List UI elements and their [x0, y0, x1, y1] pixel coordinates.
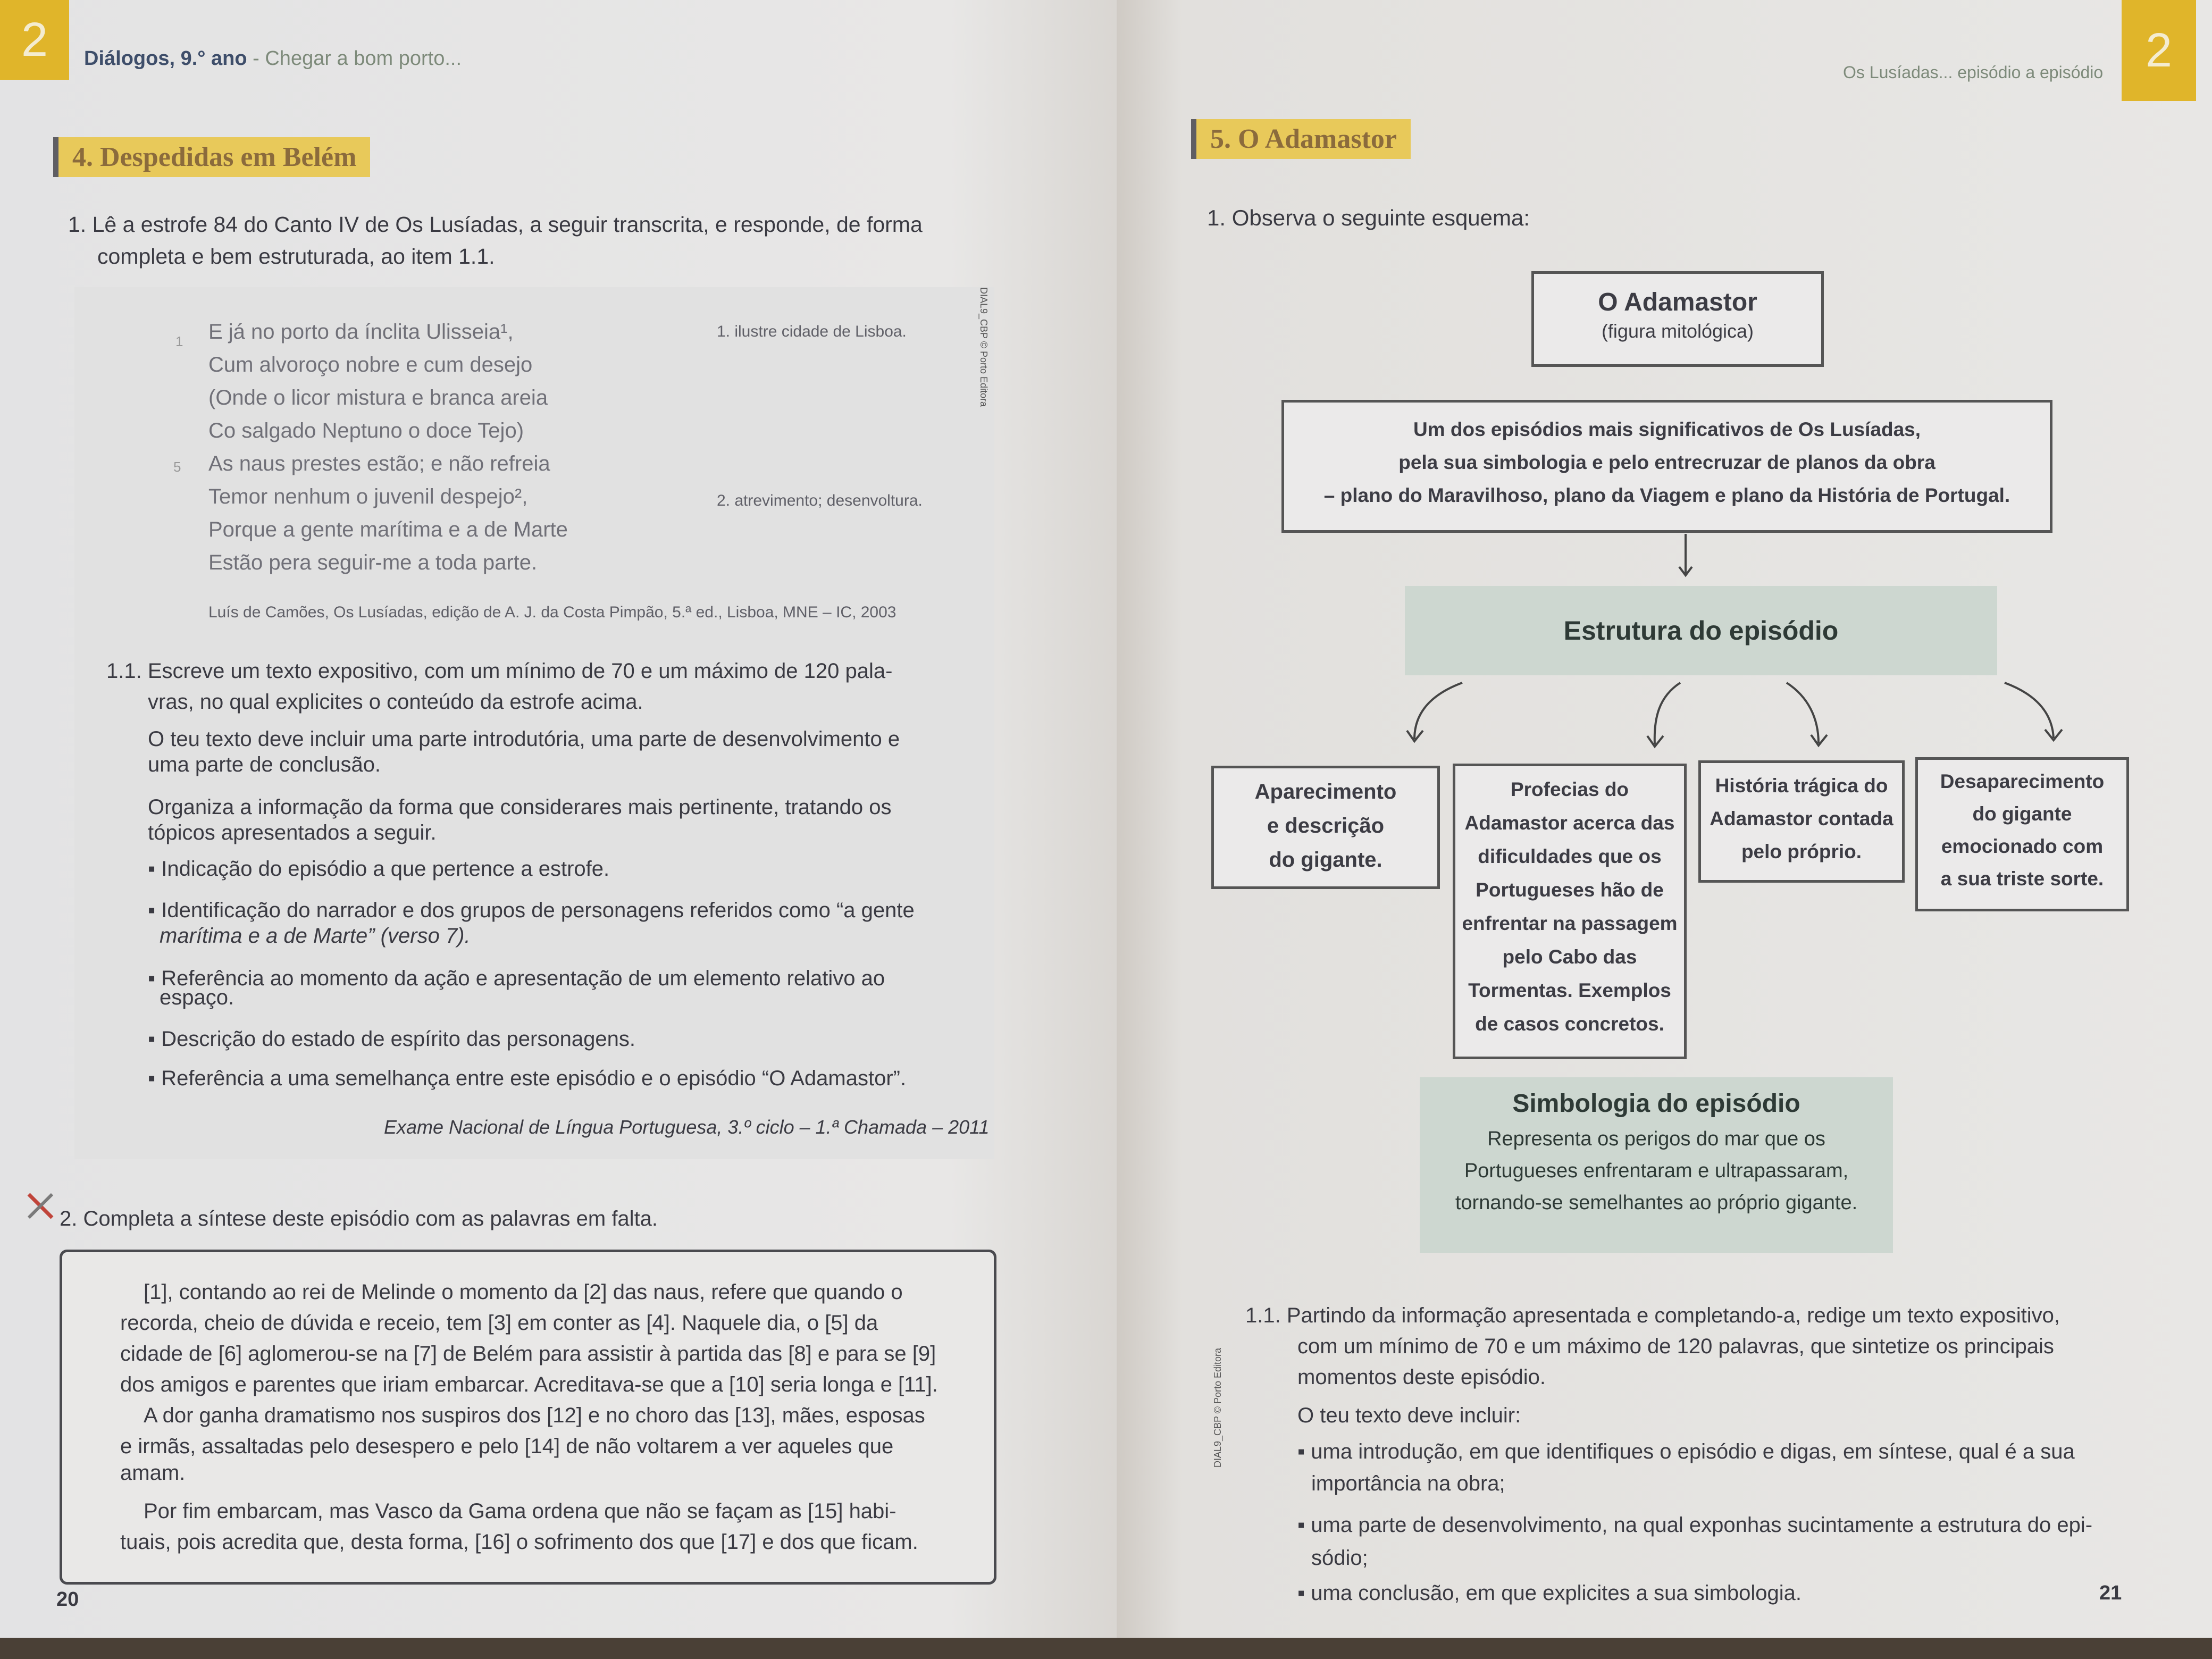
verse-number: 1	[175, 333, 183, 349]
verse-line: As naus prestes estão; e não refreia	[208, 452, 550, 475]
verse-line: Co salgado Neptuno o doce Tejo)	[208, 419, 524, 442]
box-line: emocionado com	[1941, 835, 2104, 857]
symbology-line: Portugueses enfrentaram e ultrapassaram,	[1464, 1160, 1849, 1182]
synthesis-line: [1], contando ao rei de Melinde o momento da [2] das naus, refere que quando o	[144, 1280, 903, 1304]
footnote: 2. atrevimento; desenvoltura.	[717, 492, 923, 509]
box-line: Aparecimento	[1254, 780, 1397, 803]
description-box	[1281, 400, 2052, 533]
verse-line: (Onde o licor mistura e branca areia	[208, 386, 548, 409]
question-1-line-1: 1. Lê a estrofe 84 do Canto IV de Os Lusíadas, a seguir transcrita, e responde, de forma	[68, 212, 923, 237]
topic-bullet: ▪ Identificação do narrador e dos grupos de personagens referidos como “a gente	[148, 899, 915, 922]
requirement-bullet: ▪ uma conclusão, em que explicites a sua simbologia.	[1297, 1581, 1802, 1605]
topic-bullet: ▪ Indicação do episódio a que pertence a estrofe.	[148, 857, 610, 881]
header-chapter: - Chegar a bom porto...	[247, 47, 462, 70]
box-line: Desaparecimento	[1940, 770, 2105, 792]
box-line: Profecias do	[1510, 778, 1629, 800]
item-1-1-line: O teu texto deve incluir uma parte introdutória, uma parte de desenvolvimento e	[148, 727, 900, 751]
excerpt-source: Luís de Camões, Os Lusíadas, edição de A. J. da Costa Pimpão, 5.ª ed., Lisboa, MNE – IC, 2003	[208, 604, 896, 621]
left-page	[0, 0, 1117, 1638]
page-number: 20	[56, 1588, 79, 1611]
footnote: 1. ilustre cidade de Lisboa.	[717, 323, 907, 340]
branch-arrows-icon	[1329, 675, 2084, 755]
verse-line: Estão pera seguir-me a toda parte.	[208, 551, 538, 574]
box-line: História trágica do	[1715, 775, 1888, 797]
synthesis-line: A dor ganha dramatismo nos suspiros dos [12] e no choro das [13], mães, esposas	[144, 1404, 925, 1427]
box-line: enfrentar na passagem	[1462, 912, 1678, 934]
item-1-1-line: com um mínimo de 70 e um máximo de 120 palavras, que sintetize os principais	[1297, 1335, 2054, 1358]
box-line: Portugueses hão de	[1476, 879, 1664, 901]
question-1: 1. Observa o seguinte esquema:	[1207, 205, 1530, 230]
synthesis-line: recorda, cheio de dúvida e receio, tem [3] em conter as [4]. Naquele dia, o [5] da	[120, 1311, 878, 1335]
section-title: 4. Despedidas em Belém	[53, 137, 370, 177]
box-line: Tormentas. Exemplos	[1468, 979, 1671, 1001]
box-line: dificuldades que os	[1478, 845, 1662, 867]
item-1-1-line: tópicos apresentados a seguir.	[148, 821, 437, 844]
right-page	[1117, 0, 2212, 1638]
synthesis-line: dos amigos e parentes que iriam embarcar. Acreditava-se que a [10] seria longa e [11].	[120, 1373, 938, 1396]
requirement-bullet: ▪ uma parte de desenvolvimento, na qual exponhas sucintamente a estrutura do epi-	[1297, 1513, 2093, 1537]
verse-number: 5	[173, 459, 181, 475]
chapter-tab: 2	[0, 0, 69, 80]
symbology-line: Representa os perigos do mar que os	[1487, 1128, 1825, 1150]
box-line: do gigante	[1972, 803, 2072, 825]
box-line: pelo próprio.	[1741, 841, 1862, 862]
item-1-1-line: vras, no qual explicites o conteúdo da estrofe acima.	[148, 690, 643, 714]
topic-bullet: ▪ Referência a uma semelhança entre este episódio e o episódio “O Adamastor”.	[148, 1067, 907, 1090]
structure-title: Estrutura do episódio	[1405, 586, 1997, 675]
question-2: 2. Completa a síntese deste episódio com as palavras em falta.	[60, 1207, 658, 1230]
running-header: Os Lusíadas... episódio a episódio	[1843, 63, 2104, 82]
structure-box-4	[1915, 757, 2129, 911]
description-line: pela sua simbologia e pelo entrecruzar de planos da obra	[1398, 451, 1936, 473]
pencil-icon	[26, 1191, 55, 1221]
synthesis-line: e irmãs, assaltadas pelo desespero e pelo [14] de não voltarem a ver aqueles que	[120, 1435, 894, 1458]
question-1-line-2: completa e bem estruturada, ao item 1.1.	[97, 244, 495, 269]
item-1-1-line: 1.1. Partindo da informação apresentada e completando-a, redige um texto expositivo,	[1245, 1304, 2060, 1327]
arrow-down-icon	[1675, 532, 1696, 580]
title-box-sub: (figura mitológica)	[1601, 320, 1754, 342]
item-1-1-line: O teu texto deve incluir:	[1297, 1404, 1521, 1427]
item-1-1-line: uma parte de conclusão.	[148, 753, 381, 776]
description-line: – plano do Maravilhoso, plano da Viagem e plano da História de Portugal.	[1323, 484, 2010, 506]
requirement-bullet-cont: sódio;	[1311, 1546, 1368, 1570]
header-book-title: Diálogos, 9.° ano	[84, 47, 247, 70]
exam-source: Exame Nacional de Língua Portuguesa, 3.º ciclo – 1.ª Chamada – 2011	[384, 1116, 990, 1138]
title-box-main: O Adamastor	[1598, 288, 1757, 316]
structure-box-3	[1698, 760, 1905, 883]
synthesis-line: Por fim embarcam, mas Vasco da Gama ordena que não se façam as [15] habi-	[144, 1499, 896, 1523]
box-line: a sua triste sorte.	[1940, 868, 2104, 890]
chapter-tab: 2	[2122, 0, 2196, 101]
box-line: Adamastor contada	[1710, 808, 1893, 830]
verse-line: Porque a gente marítima e a de Marte	[208, 518, 568, 541]
box-line: de casos concretos.	[1475, 1013, 1664, 1035]
symbology-line: tornando-se semelhantes ao próprio gigante.	[1455, 1192, 1858, 1214]
synthesis-line: tuais, pois acredita que, desta forma, [16] o sofrimento dos que [17] e dos que ficam.	[120, 1530, 918, 1554]
box-line: pelo Cabo das	[1502, 946, 1637, 968]
topic-bullet-cont: marítima e a de Marte” (verso 7).	[160, 924, 471, 948]
structure-box-2	[1453, 764, 1687, 1059]
title-box	[1531, 271, 1824, 367]
symbology-box	[1420, 1077, 1893, 1253]
item-1-1-line: 1.1. Escreve um texto expositivo, com um mínimo de 70 e um máximo de 120 pala-	[106, 659, 893, 683]
symbology-title: Simbologia do episódio	[1512, 1090, 1800, 1118]
topic-bullet-cont: espaço.	[160, 986, 234, 1009]
running-header	[84, 43, 462, 74]
page-number: 21	[2099, 1582, 2122, 1604]
topic-bullet: ▪ Descrição do estado de espírito das personagens.	[148, 1027, 635, 1051]
requirement-bullet: ▪ uma introdução, em que identifiques o episódio e digas, em síntese, qual é a sua	[1297, 1440, 2075, 1463]
structure-box-1	[1211, 766, 1440, 889]
requirement-bullet-cont: importância na obra;	[1311, 1472, 1505, 1495]
section-title: 5. O Adamastor	[1191, 119, 1411, 159]
verse-line: Temor nenhum o juvenil despejo²,	[208, 485, 528, 508]
description-line: Um dos episódios mais significativos de Os Lusíadas,	[1413, 418, 1921, 440]
copyright-side-text: DIAL9_CBP © Porto Editora	[978, 287, 989, 407]
copyright-side-text: DIAL9_CBP © Porto Editora	[1212, 1347, 1223, 1468]
synthesis-line: cidade de [6] aglomerou-se na [7] de Belém para assistir à partida das [8] e para se [9]	[120, 1342, 936, 1365]
item-1-1-line: momentos deste episódio.	[1297, 1365, 1546, 1389]
verse-line: Cum alvoroço nobre e cum desejo	[208, 353, 533, 376]
verse-line: E já no porto da ínclita Ulisseia¹,	[208, 320, 514, 343]
synthesis-line: amam.	[120, 1461, 186, 1485]
box-line: Adamastor acerca das	[1464, 812, 1675, 834]
topic-bullet: ▪ Referência ao momento da ação e apresentação de um elemento relativo ao	[148, 967, 885, 990]
box-line: do gigante.	[1269, 848, 1382, 872]
item-1-1-line: Organiza a informação da forma que considerares mais pertinente, tratando os	[148, 795, 892, 819]
box-line: e descrição	[1267, 814, 1385, 837]
